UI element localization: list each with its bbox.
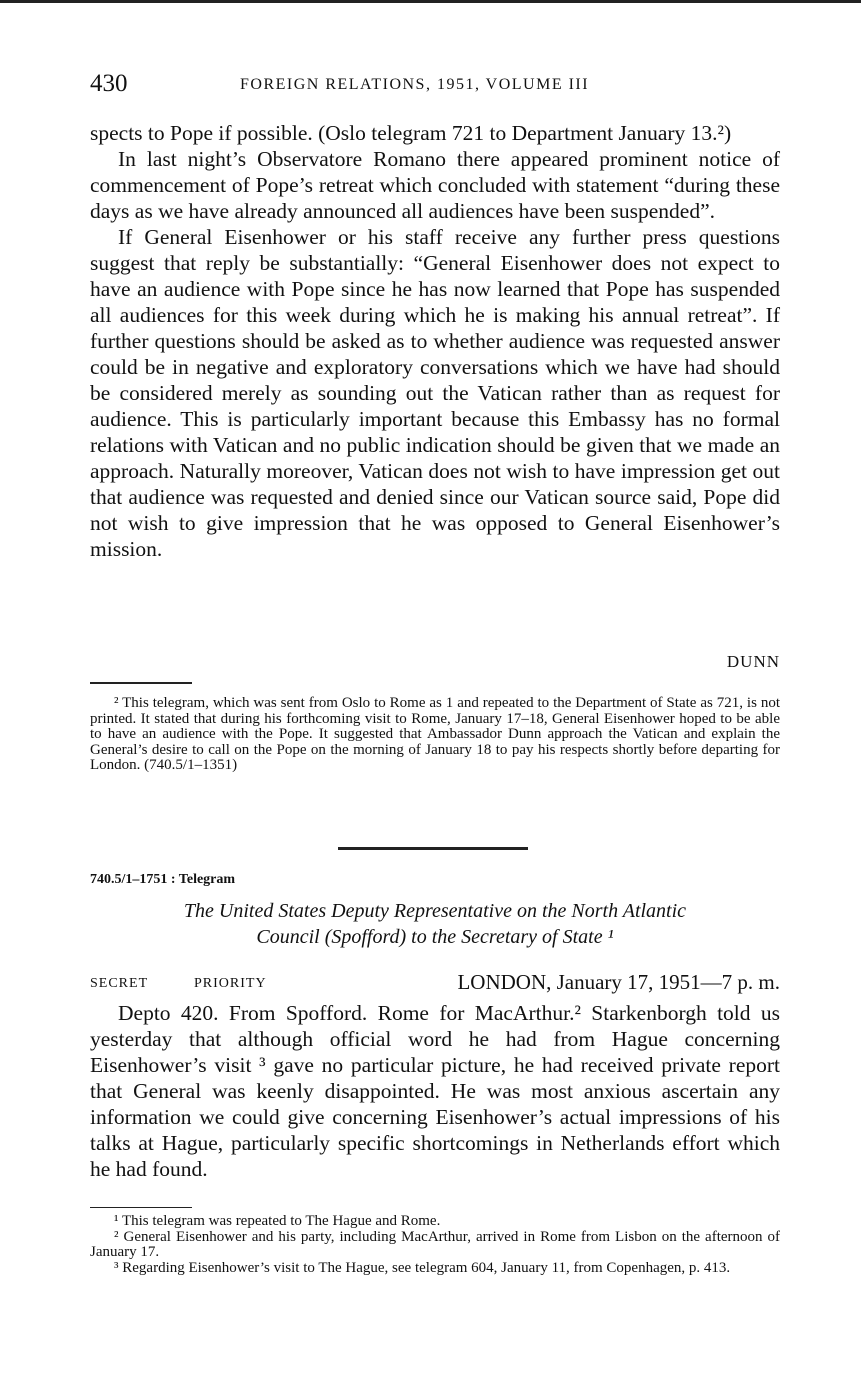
document2-footnotes <box>90 1214 780 1276</box>
file-reference: 740.5/1–1751 : Telegram <box>90 872 236 887</box>
classification-line <box>90 970 780 998</box>
document1-paragraph: spects to Pope if possible. (Oslo telegram 721 to Department January 13.²) <box>90 121 732 145</box>
document2-body <box>90 1000 780 1182</box>
page-edge-line <box>0 0 861 3</box>
footnote: ³ Regarding Eisenhower’s visit to The Hague, see telegram 604, January 11, from Copenhagen, p. 413. <box>114 1259 731 1276</box>
document1-paragraph: In last night’s Observatore Romano there appeared prominent notice of commencement of Pope’s retreat which concluded with statement “during these days as we have already announced all audiences have been suspended”. <box>90 147 780 223</box>
document1-body <box>90 120 780 562</box>
page-header <box>90 70 780 104</box>
precedence: PRIORITY <box>194 976 267 991</box>
document-title-line: The United States Deputy Representative on the North Atlantic <box>183 900 687 922</box>
footnote-rule <box>90 682 192 684</box>
document1-footnote: ² This telegram, which was sent from Oslo to Rome as 1 and repeated to the Department of State as 721, is not printed. It stated that during his forthcoming visit to Rome, January 17–18, General Eisenhower hoped to be able to have an audience with the Pope. It suggested that Ambassador Dunn approach the Vatican and explain the General’s desire to call on the Pope on the morning of January 18 to pay his respects shortly before departing for London. (740.5/1–1351) <box>90 695 780 773</box>
document-separator <box>338 847 528 850</box>
signature: DUNN <box>726 652 780 671</box>
document1-paragraph: If General Eisenhower or his staff receive any further press questions suggest that reply be substantially: “General Eisenhower does not expect to have an audience with Pope since he has now learned that Pope has suspended all audiences for this week during which he is making his annual retreat”. If further questions should be asked as to whether audience was requested answer could be in negative and exploratory conversations which we have had should be considered merely as sounding out the Vatican rather than as request for audience. This is particularly important because this Embassy has no formal relations with Vatican and no public indication should be given that we made an approach. Naturally moreover, Vatican does not wish to have impression get out that audience was requested and denied since our Vatican source said, Pope did not wish to give impression that he was opposed to General Eisenhower’s mission. <box>90 225 780 561</box>
document-title <box>90 898 780 950</box>
page-number: 430 <box>90 70 128 97</box>
footnote-rule <box>90 1207 192 1208</box>
dateline: LONDON, January 17, 1951—7 p. m. <box>457 970 780 994</box>
footnote: ¹ This telegram was repeated to The Hague and Rome. <box>114 1213 441 1229</box>
document-title-line: Council (Spofford) to the Secretary of State ¹ <box>256 926 614 948</box>
document2-paragraph: Depto 420. From Spofford. Rome for MacArthur.² Starkenborgh told us yesterday that although official word he had from Hague concerning Eisenhower’s visit ³ gave no particular picture, he had received private report that General was keenly disappointed. He was most anxious ascertain any information we could give concerning Eisenhower’s actual impressions of his talks at Hague, particularly specific shortcomings in Netherlands effort which he had found. <box>90 1001 780 1181</box>
footnote: ² General Eisenhower and his party, including MacArthur, arrived in Rome from Lisbon on the afternoon of January 17. <box>90 1228 780 1260</box>
classification: SECRET <box>90 976 149 991</box>
running-title: FOREIGN RELATIONS, 1951, VOLUME III <box>240 76 590 93</box>
